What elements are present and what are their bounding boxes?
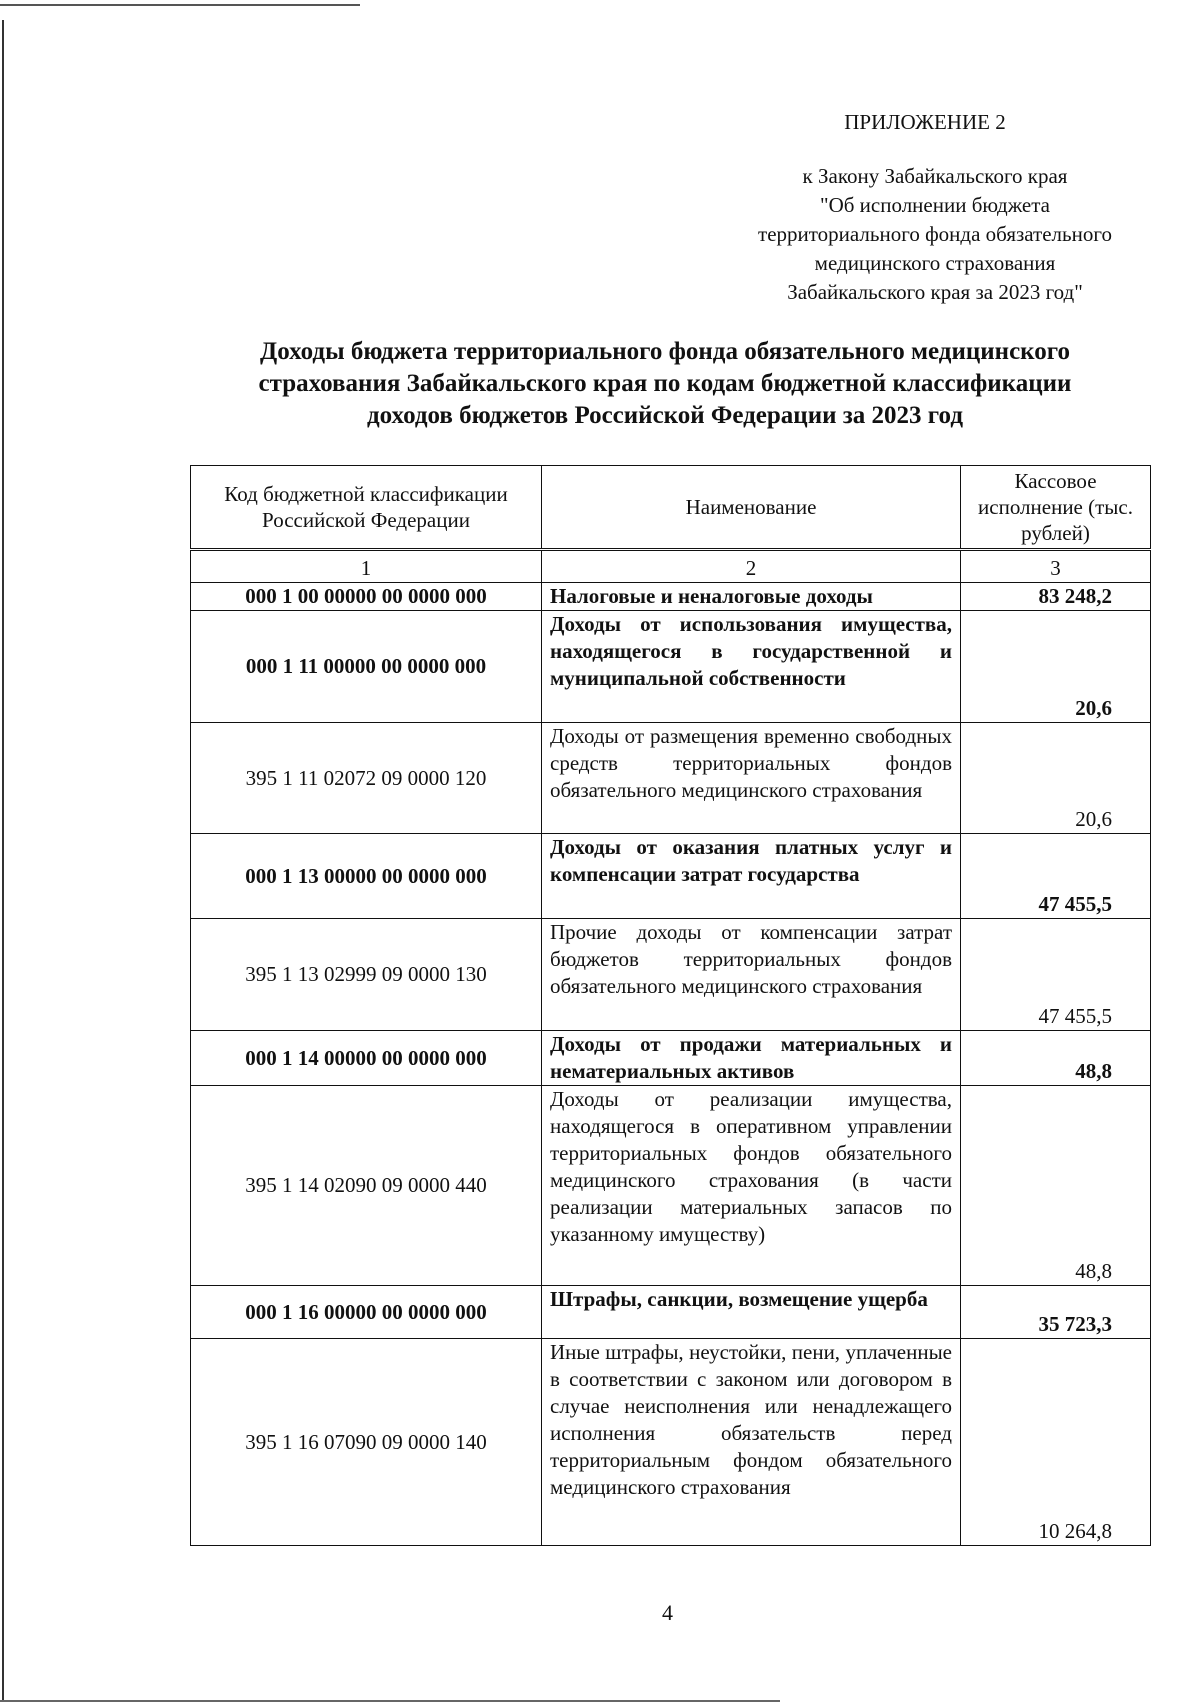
- page-number: 4: [662, 1600, 673, 1625]
- document-title: [200, 336, 1130, 432]
- amount-cell: 47 455,5: [961, 834, 1151, 919]
- table-row: [191, 1286, 1151, 1339]
- name-cell: Налоговые и неналоговые доходы: [542, 583, 961, 611]
- table-row: [191, 723, 1151, 834]
- table-row: [191, 919, 1151, 1031]
- amount-cell: 48,8: [961, 1031, 1151, 1086]
- amount-cell: 48,8: [961, 1086, 1151, 1286]
- name-cell: Штрафы, санкции, возмещение ущерба: [542, 1286, 961, 1339]
- amount-cell: 47 455,5: [961, 919, 1151, 1031]
- subtitle-line: территориального фонда обязательного: [758, 222, 1112, 246]
- amount-cell: 83 248,2: [961, 583, 1151, 611]
- amount-cell: 20,6: [961, 723, 1151, 834]
- subtitle-line: к Закону Забайкальского края: [802, 164, 1068, 188]
- amount-cell: 10 264,8: [961, 1339, 1151, 1546]
- table-row: [191, 1339, 1151, 1546]
- amount-cell: 35 723,3: [961, 1286, 1151, 1339]
- table-row: [191, 834, 1151, 919]
- column-number: 1: [191, 550, 542, 583]
- table-row: [191, 611, 1151, 723]
- table-row: [191, 583, 1151, 611]
- scan-edge-top: [0, 4, 360, 6]
- code-cell: 000 1 14 00000 00 0000 000: [191, 1031, 542, 1086]
- name-cell: Прочие доходы от компенсации затрат бюджетов территориальных фондов обязательного медицинского страхования: [542, 919, 961, 1031]
- scan-edge-bottom: [0, 1700, 780, 1702]
- header-code: Код бюджетной классификации Российской Федерации: [191, 466, 542, 550]
- code-cell: 000 1 16 00000 00 0000 000: [191, 1286, 542, 1339]
- code-cell: 000 1 13 00000 00 0000 000: [191, 834, 542, 919]
- appendix-subtitle: [700, 162, 1170, 307]
- column-number-row: [191, 550, 1151, 583]
- name-cell: Доходы от использования имущества, находящегося в государственной и муниципальной собственности: [542, 611, 961, 723]
- subtitle-line: Забайкальского края за 2023 год": [787, 280, 1083, 304]
- name-cell: Доходы от размещения временно свободных средств территориальных фондов обязательного медицинского страхования: [542, 723, 961, 834]
- code-cell: 395 1 11 02072 09 0000 120: [191, 723, 542, 834]
- subtitle-line: "Об исполнении бюджета: [820, 193, 1050, 217]
- code-cell: 395 1 14 02090 09 0000 440: [191, 1086, 542, 1286]
- amount-cell: 20,6: [961, 611, 1151, 723]
- name-cell: Иные штрафы, неустойки, пени, уплаченные в соответствии с законом или договором в случае неисполнения или ненадлежащего исполнения обязательств перед территориальным фондом обязательного медицинского страхования: [542, 1339, 961, 1546]
- code-cell: 395 1 13 02999 09 0000 130: [191, 919, 542, 1031]
- code-cell: 395 1 16 07090 09 0000 140: [191, 1339, 542, 1546]
- table-row: [191, 1086, 1151, 1286]
- column-number: 2: [542, 550, 961, 583]
- header-name: Наименование: [542, 466, 961, 550]
- header-amount: Кассовое исполнение (тыс. рублей): [961, 466, 1151, 550]
- table-row: [191, 1031, 1151, 1086]
- code-cell: 000 1 00 00000 00 0000 000: [191, 583, 542, 611]
- scan-edge-left: [2, 20, 4, 1700]
- code-cell: 000 1 11 00000 00 0000 000: [191, 611, 542, 723]
- appendix-label: ПРИЛОЖЕНИЕ 2: [844, 110, 1006, 134]
- name-cell: Доходы от оказания платных услуг и компенсации затрат государства: [542, 834, 961, 919]
- subtitle-line: медицинского страхования: [814, 251, 1056, 275]
- column-number: 3: [961, 550, 1151, 583]
- title-line: страхования Забайкальского края по кодам бюджетной классификации: [258, 370, 1072, 397]
- title-line: доходов бюджетов Российской Федерации за 2023 год: [367, 402, 963, 429]
- table-header-row: [191, 466, 1151, 550]
- name-cell: Доходы от продажи материальных и нематериальных активов: [542, 1031, 961, 1086]
- title-line: Доходы бюджета территориального фонда обязательного медицинского: [260, 338, 1070, 365]
- name-cell: Доходы от реализации имущества, находящегося в оперативном управлении территориальных фондов обязательного медицинского страхования (в части реализации материальных запасов по указанному имуществу): [542, 1086, 961, 1286]
- income-table: [190, 465, 1151, 1546]
